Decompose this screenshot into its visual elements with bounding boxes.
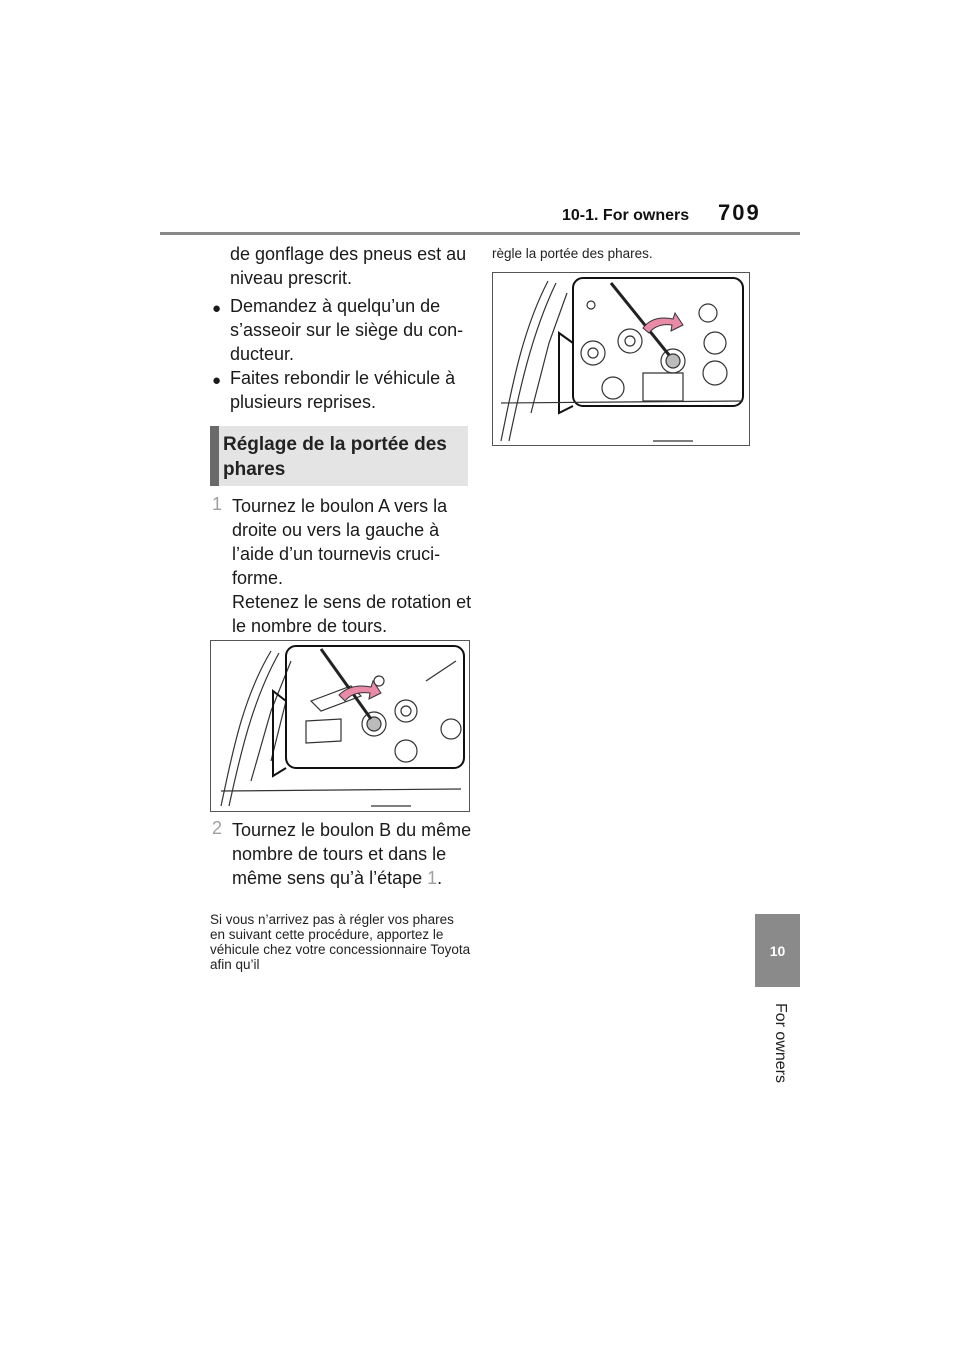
step-number: 2 bbox=[212, 818, 223, 838]
step-reference: 1 bbox=[427, 868, 438, 888]
bullet-dot-icon: ● bbox=[212, 300, 222, 317]
section-heading: Réglage de la portée des phares bbox=[223, 434, 447, 480]
chapter-label bbox=[735, 998, 825, 1088]
bullet-dot-icon: ● bbox=[212, 372, 222, 389]
section-title: 10-1. For owners bbox=[562, 207, 690, 224]
step-1-note: Retenez le sens de rotation et le nombre de tours. bbox=[232, 592, 472, 636]
figure-bolt-a bbox=[210, 640, 470, 812]
headlight-illustration-a bbox=[211, 641, 469, 811]
page-number: 709 bbox=[718, 200, 761, 225]
step-2-instruction: Tournez le boulon B du même nombre de tours et dans le même sens qu’à l’étape bbox=[232, 820, 472, 888]
chapter-label-text: For owners bbox=[772, 1002, 789, 1084]
step-2-period: . bbox=[437, 868, 443, 888]
figure-bolt-b bbox=[492, 272, 750, 446]
chapter-tab: 10 bbox=[755, 914, 800, 987]
bullet-item: Demandez à quelqu’un de s’asseoir sur le siège du con-ducteur. bbox=[230, 296, 464, 364]
bullet-item: Faites rebondir le véhicule à plusieurs reprises. bbox=[230, 368, 456, 412]
paragraph-continued: de gonflage des pneus est au niveau prescrit. bbox=[230, 244, 467, 288]
header-rule bbox=[160, 232, 800, 235]
step-1-instruction: Tournez le boulon A vers la droite ou vers la gauche à l’aide d’un tournevis cruci-forme. bbox=[232, 496, 448, 588]
step-text bbox=[232, 818, 472, 890]
footnote-continued: règle la portée des phares. bbox=[492, 246, 653, 261]
footnote: Si vous n’arrivez pas à régler vos phares en suivant cette procédure, apportez le véhicule chez votre concessionnaire Toyota afin qu’il bbox=[210, 912, 471, 972]
section-heading-bar bbox=[210, 426, 219, 486]
headlight-illustration-b bbox=[493, 273, 749, 445]
step-number: 1 bbox=[212, 494, 223, 514]
step-text bbox=[232, 494, 472, 638]
